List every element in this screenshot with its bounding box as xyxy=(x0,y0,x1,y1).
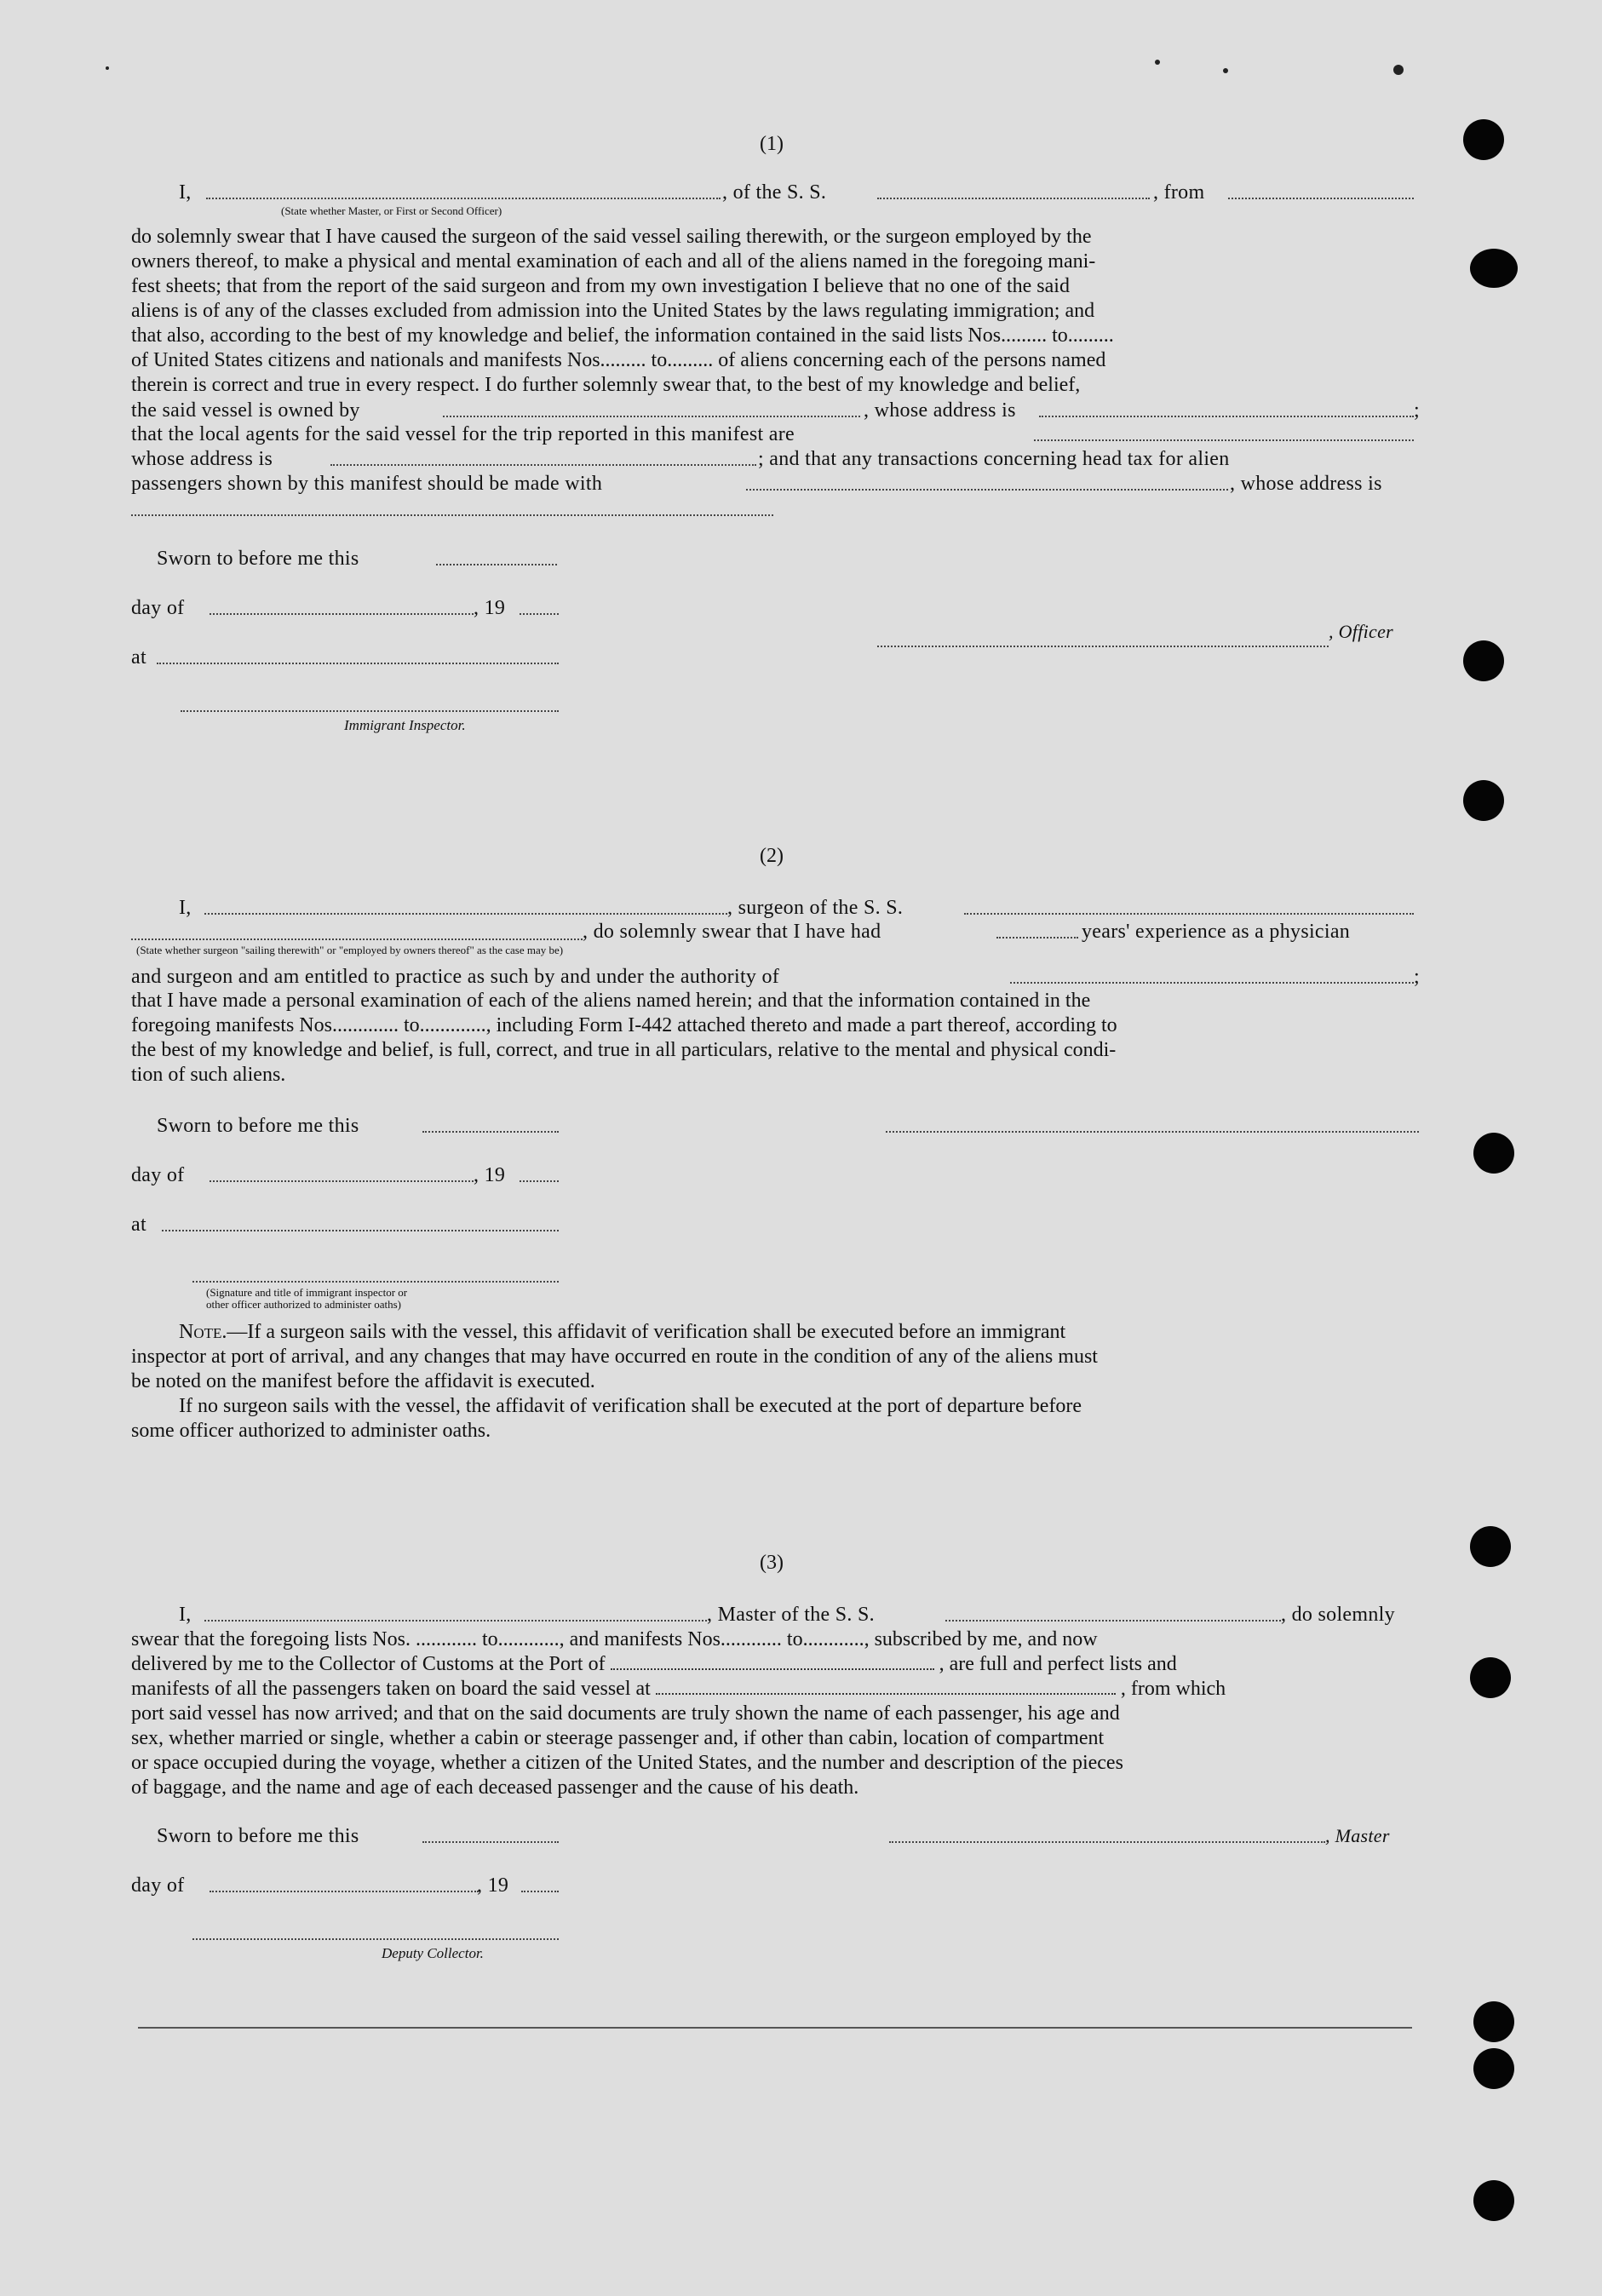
speck xyxy=(106,66,109,70)
head-tax-text: ; and that any transactions concerning head tax for alien xyxy=(758,448,1230,470)
bleed-through xyxy=(187,128,193,154)
do-solemnly-label: , do solemnly xyxy=(1281,1604,1395,1626)
owner-field[interactable] xyxy=(443,416,860,417)
agents-address-field[interactable] xyxy=(330,464,756,466)
head-tax-address-field[interactable] xyxy=(131,514,773,516)
surgeon-name-field[interactable] xyxy=(204,913,727,915)
local-agents-label: that the local agents for the said vessel for the trip reported in this manifest are xyxy=(131,423,795,445)
semicolon: ; xyxy=(1414,399,1420,422)
surgeon-signature-field[interactable] xyxy=(886,1131,1419,1133)
surgeon-status-note: (State whether surgeon "sailing therewith" or "employed by owners thereof" as the case may be) xyxy=(136,944,564,956)
from-label: , from xyxy=(1153,181,1205,204)
section-1-body xyxy=(131,225,1419,398)
body-line: fest sheets; that from the report of the said surgeon and from my own investigation I believe that no one of the said xyxy=(131,275,1070,297)
master-signature-field[interactable] xyxy=(889,1841,1325,1843)
body-line: sex, whether married or single, whether a cabin or steerage passenger and, if other than cabin, location of compartment xyxy=(131,1727,1105,1749)
at-field-2[interactable] xyxy=(162,1230,559,1231)
local-agents-field[interactable] xyxy=(1034,439,1414,441)
owned-by-label: the said vessel is owned by xyxy=(131,399,360,422)
body-line xyxy=(131,1677,1419,1702)
head-tax-agent-field[interactable] xyxy=(746,489,1228,491)
inspector-label: Immigrant Inspector. xyxy=(344,717,466,733)
month-field-1[interactable] xyxy=(210,613,474,615)
note-line: inspector at port of arrival, and any changes that may have occurred en route in the condition of any of the aliens must xyxy=(131,1346,1098,1368)
speck xyxy=(1393,65,1404,75)
from-which-text: , from which xyxy=(1120,1678,1226,1700)
full-lists-text: , are full and perfect lists and xyxy=(939,1653,1177,1675)
body-line: the best of my knowledge and belief, is full, correct, and true in all particulars, relative to the mental and physical condi- xyxy=(131,1039,1117,1061)
sworn-label-1: Sworn to before me this xyxy=(157,548,359,570)
section-2-number: (2) xyxy=(760,845,784,867)
day-of-label-1: day of xyxy=(131,597,185,619)
body-line: foregoing manifests Nos............. to............., including Form I-442 attached thereto and made a part thereof, according to xyxy=(131,1014,1117,1036)
section-2-body xyxy=(131,989,1419,1088)
at-label-1: at xyxy=(131,646,146,669)
master-vessel-field[interactable] xyxy=(945,1620,1281,1622)
year-label-1: , 19 xyxy=(474,597,506,619)
officer-name-field[interactable] xyxy=(206,198,721,199)
punch-hole xyxy=(1473,2001,1514,2042)
master-of-label: , Master of the S. S. xyxy=(707,1604,875,1626)
years-label: years' experience as a physician xyxy=(1082,921,1351,943)
sworn-label-3: Sworn to before me this xyxy=(157,1825,359,1847)
punch-hole xyxy=(1473,2180,1514,2221)
body-line: of baggage, and the name and age of each deceased passenger and the cause of his death. xyxy=(131,1777,859,1799)
note-line xyxy=(131,1320,1419,1345)
at-label-2: at xyxy=(131,1214,146,1236)
port-label: delivered by me to the Collector of Customs at the Port of xyxy=(131,1653,606,1675)
section-3-number: (3) xyxy=(760,1552,784,1574)
punch-hole xyxy=(1470,249,1518,288)
day-of-label-3: day of xyxy=(131,1874,185,1897)
signature-note-2: other officer authorized to administer oaths) xyxy=(206,1298,401,1311)
vessel-name-field[interactable] xyxy=(877,198,1150,199)
punch-hole xyxy=(1463,780,1504,821)
body-line: of United States citizens and nationals and manifests Nos......... to......... of aliens concerning each of the persons named xyxy=(131,349,1106,371)
body-line xyxy=(131,1652,1419,1677)
punch-hole xyxy=(1463,119,1504,160)
note-line: some officer authorized to administer oaths. xyxy=(131,1420,491,1442)
bottom-rule xyxy=(138,2027,1412,2029)
surgeon-of-label: , surgeon of the S. S. xyxy=(727,897,904,919)
owner-address-field[interactable] xyxy=(1039,416,1414,417)
surgeon-vessel-field[interactable] xyxy=(964,913,1414,915)
year-field-1[interactable] xyxy=(520,613,559,615)
semicolon: ; xyxy=(1414,966,1420,988)
embark-port-field[interactable] xyxy=(656,1678,1116,1695)
year-label-2: , 19 xyxy=(474,1164,506,1186)
whose-address-label-3: , whose address is xyxy=(1230,473,1382,495)
body-line: therein is correct and true in every respect. I do further solemnly swear that, to the best of my knowledge and belief, xyxy=(131,374,1081,396)
month-field-3[interactable] xyxy=(210,1891,479,1892)
inspector-signature-field-2[interactable] xyxy=(192,1281,559,1283)
signature-note-1: (Signature and title of immigrant inspector or xyxy=(206,1286,408,1299)
month-field-2[interactable] xyxy=(210,1180,474,1182)
master-name-field[interactable] xyxy=(204,1620,707,1622)
inspector-signature-field[interactable] xyxy=(181,710,559,712)
sworn-day-field-3[interactable] xyxy=(422,1841,559,1843)
section-3-body xyxy=(131,1627,1419,1800)
punch-hole xyxy=(1470,1526,1511,1567)
section-3-i: I, xyxy=(179,1604,192,1626)
body-line: that also, according to the best of my knowledge and belief, the information contained in the said lists Nos......... to......... xyxy=(131,324,1114,347)
body-line: do solemnly swear that I have caused the surgeon of the said vessel sailing therewith, or the surgeon employed by the xyxy=(131,226,1092,248)
section-1-rank-note: (State whether Master, or First or Second Officer) xyxy=(281,204,502,217)
master-label: , Master xyxy=(1325,1825,1390,1846)
day-of-label-2: day of xyxy=(131,1164,185,1186)
year-field-3[interactable] xyxy=(521,1891,559,1892)
deputy-label: Deputy Collector. xyxy=(382,1945,484,1961)
at-field-1[interactable] xyxy=(157,663,559,664)
whose-address-label-2: whose address is xyxy=(131,448,273,470)
punch-hole xyxy=(1473,2048,1514,2089)
sworn-day-field-2[interactable] xyxy=(422,1131,559,1133)
from-port-field[interactable] xyxy=(1228,198,1414,199)
passengers-label: passengers shown by this manifest should be made with xyxy=(131,473,603,495)
speck xyxy=(1155,60,1160,65)
surgeon-status-field[interactable] xyxy=(131,938,583,940)
note-line: be noted on the manifest before the affidavit is executed. xyxy=(131,1370,595,1392)
body-line: owners thereof, to make a physical and mental examination of each and all of the aliens named in the foregoing mani- xyxy=(131,250,1096,273)
body-line: tion of such aliens. xyxy=(131,1064,286,1086)
section-1-i: I, xyxy=(179,181,192,204)
body-line: swear that the foregoing lists Nos. ............ to............, and manifests Nos............ to............, subscribed by me, and now xyxy=(131,1628,1098,1650)
body-line: aliens is of any of the classes excluded from admission into the United States by the laws regulating immigration; and xyxy=(131,300,1095,322)
whose-address-label-1: , whose address is xyxy=(864,399,1016,422)
body-line: port said vessel has now arrived; and that on the said documents are truly shown the name of each passenger, his age and xyxy=(131,1702,1120,1725)
port-field[interactable] xyxy=(611,1653,934,1670)
authority-field[interactable] xyxy=(1010,982,1414,984)
authority-label: and surgeon and am entitled to practice as such by and under the authority of xyxy=(131,966,780,988)
note-label: Note. xyxy=(179,1321,227,1343)
of-ss-label: , of the S. S. xyxy=(722,181,827,204)
deputy-signature-field[interactable] xyxy=(192,1938,559,1940)
section-1-number: (1) xyxy=(760,133,784,155)
solemnly-swear-label: , do solemnly swear that I have had xyxy=(583,921,881,943)
note-text: —If a surgeon sails with the vessel, this affidavit of verification shall be executed before an immigrant xyxy=(227,1321,1066,1343)
body-line: that I have made a personal examination of each of the aliens named herein; and that the information contained in the xyxy=(131,990,1091,1012)
years-field[interactable] xyxy=(996,937,1078,938)
year-field-2[interactable] xyxy=(520,1180,559,1182)
note-line: If no surgeon sails with the vessel, the affidavit of verification shall be executed at the port of departure before xyxy=(179,1395,1082,1417)
speck xyxy=(1223,68,1228,73)
section-2-i: I, xyxy=(179,897,192,919)
sworn-label-2: Sworn to before me this xyxy=(157,1115,359,1137)
surgeon-note xyxy=(131,1320,1419,1444)
year-label-3: , 19 xyxy=(477,1874,509,1897)
punch-hole xyxy=(1463,640,1504,681)
vessel-at-label: manifests of all the passengers taken on board the said vessel at xyxy=(131,1678,651,1700)
officer-signature-field[interactable] xyxy=(877,646,1329,647)
punch-hole xyxy=(1470,1657,1511,1698)
body-line: or space occupied during the voyage, whether a citizen of the United States, and the number and description of the pieces xyxy=(131,1752,1123,1774)
punch-hole xyxy=(1473,1133,1514,1174)
officer-label: , Officer xyxy=(1329,621,1394,642)
sworn-day-field-1[interactable] xyxy=(436,564,557,565)
